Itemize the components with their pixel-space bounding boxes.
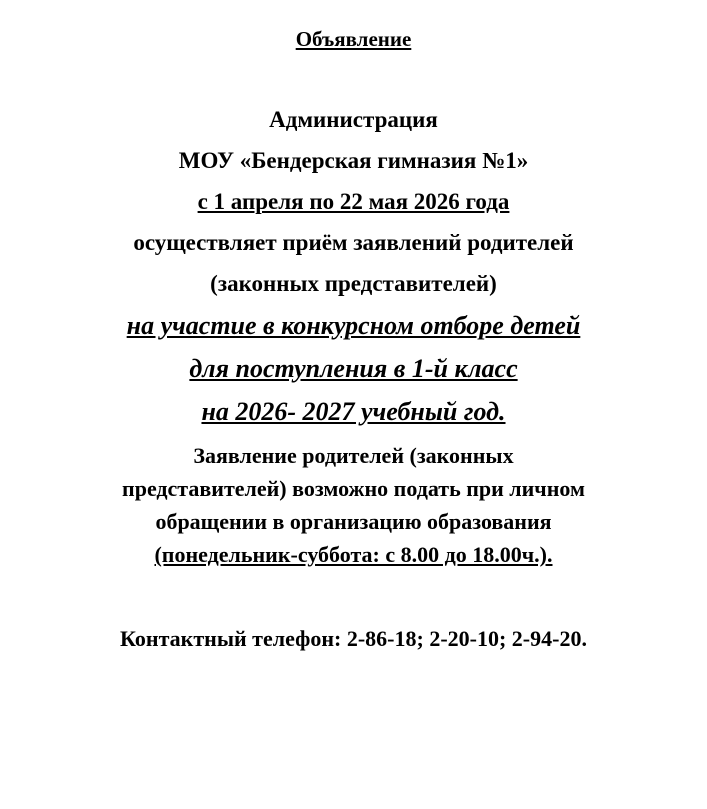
action-line: осуществляет приём заявлений родителей bbox=[133, 230, 574, 255]
note-line-3: обращении в организацию образования bbox=[155, 509, 552, 534]
purpose-line-1: на участие в конкурсном отборе детей bbox=[126, 311, 581, 340]
note-line-2: представителей) возможно подать при личном bbox=[122, 476, 585, 501]
announcement-document bbox=[0, 29, 707, 809]
school-name-line: МОУ «Бендерская гимназия №1» bbox=[178, 148, 529, 173]
page-title: Объявление bbox=[295, 27, 412, 51]
period-line: с 1 апреля по 22 мая 2026 года bbox=[197, 189, 510, 214]
contact-block bbox=[0, 628, 707, 650]
purpose-line-3: на 2026- 2027 учебный год. bbox=[201, 397, 506, 426]
contact-phone-line: Контактный телефон: 2-86-18; 2-20-10; 2-94-20. bbox=[120, 626, 587, 651]
application-note-block bbox=[54, 445, 654, 566]
legal-representatives-line: (законных представителей) bbox=[210, 271, 497, 296]
note-line-1: Заявление родителей (законных bbox=[193, 443, 514, 468]
working-hours-line: (понедельник-суббота: с 8.00 до 18.00ч.). bbox=[154, 542, 553, 567]
organization-line: Администрация bbox=[269, 107, 438, 132]
purpose-line-2: для поступления в 1-й класс bbox=[189, 354, 518, 383]
announcement-body bbox=[0, 108, 707, 295]
purpose-block bbox=[0, 313, 707, 425]
spacer bbox=[0, 50, 707, 108]
